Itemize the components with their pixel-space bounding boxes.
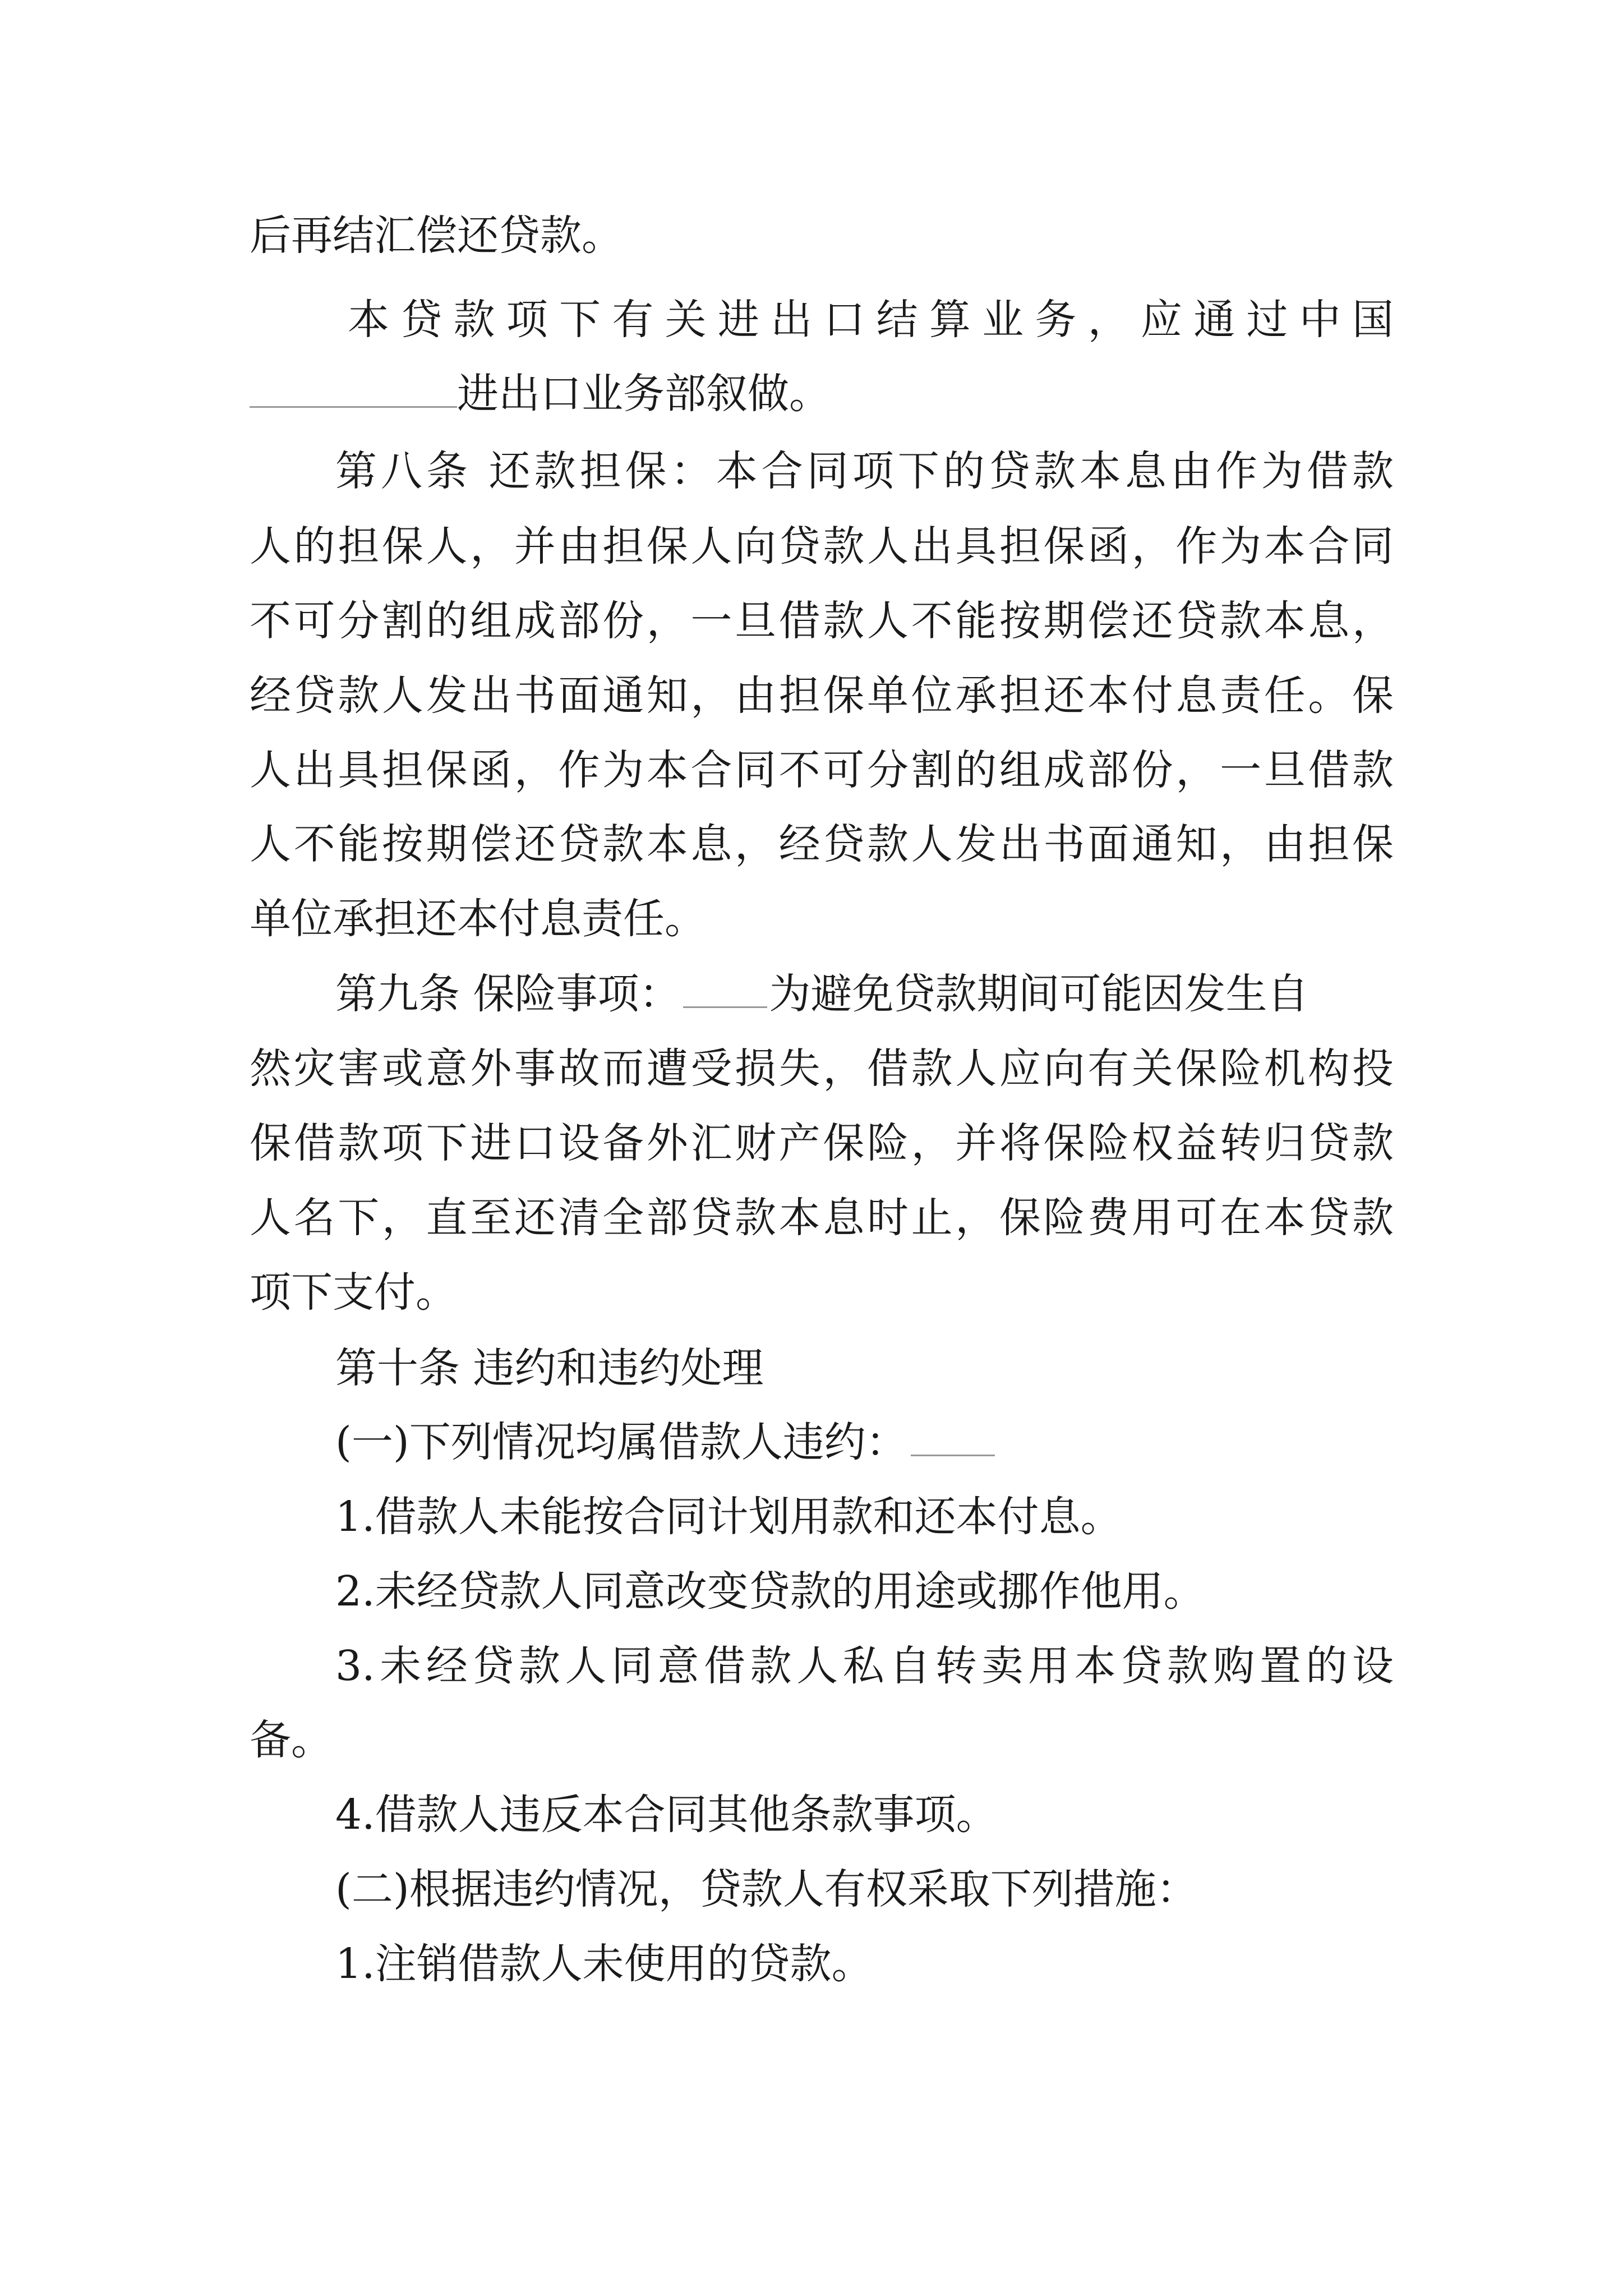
text-line: 人不能按期偿还贷款本息，经贷款人发出书面通知，由担保 (250, 820, 1394, 868)
text-line: 本贷款项下有关进出口结算业务，应通过中国 (348, 296, 1394, 344)
article-8-heading-line: 第八条 还款担保：本合同项下的贷款本息由作为借款 (335, 447, 1394, 495)
text-line: 项下支付。 (250, 1268, 457, 1317)
fill-in-blank (683, 966, 767, 1008)
text-line: 不可分割的组成部份，一旦借款人不能按期偿还贷款本息， (250, 597, 1394, 645)
text-line: 经贷款人发出书面通知，由担保单位承担还本付息责任。保 (250, 671, 1394, 720)
text-line: 后再结汇偿还贷款。 (250, 211, 623, 260)
text-line: 人的担保人，并由担保人向贷款人出具担保函，作为本合同 (250, 522, 1394, 570)
article-9-heading-line (335, 966, 1394, 1022)
fill-in-blank (250, 366, 457, 408)
text-span: 第九条 保险事项： (335, 970, 681, 1018)
text-span: 为避免贷款期间可能因发生自 (769, 970, 1309, 1018)
text-span: 进出口业务部叙做。 (457, 370, 831, 418)
text-line: 保借款项下进口设备外汇财产保险，并将保险权益转归贷款 (250, 1119, 1394, 1167)
text-line: 然灾害或意外事故而遭受损失，借款人应向有关保险机构投 (250, 1045, 1394, 1093)
list-item: 1.借款人未能按合同计划用款和还本付息。 (335, 1493, 1122, 1541)
text-line-with-blank (250, 366, 1394, 422)
section-heading-line (335, 1414, 1394, 1470)
text-line: 人出具担保函，作为本合同不可分割的组成部份，一旦借款 (250, 746, 1394, 794)
list-item: 4.借款人违反本合同其他条款事项。 (335, 1791, 998, 1839)
text-line: 人名下，直至还清全部贷款本息时止，保险费用可在本贷款 (250, 1194, 1394, 1242)
text-span: (一)下列情况均属借款人违约： (335, 1418, 907, 1466)
list-item: 1.注销借款人未使用的贷款。 (335, 1940, 873, 1988)
text-line: 单位承担还本付息责任。 (250, 895, 706, 943)
article-10-heading: 第十条 违约和违约处理 (335, 1344, 764, 1392)
list-item: 3.未经贷款人同意借款人私自转卖用本贷款购置的设 (335, 1642, 1394, 1690)
text-line: 备。 (250, 1716, 333, 1764)
section-heading: (二)根据违约情况，贷款人有权采取下列措施： (335, 1865, 1198, 1913)
fill-in-blank (911, 1414, 995, 1456)
list-item: 2.未经贷款人同意改变贷款的用途或挪作他用。 (335, 1567, 1205, 1616)
